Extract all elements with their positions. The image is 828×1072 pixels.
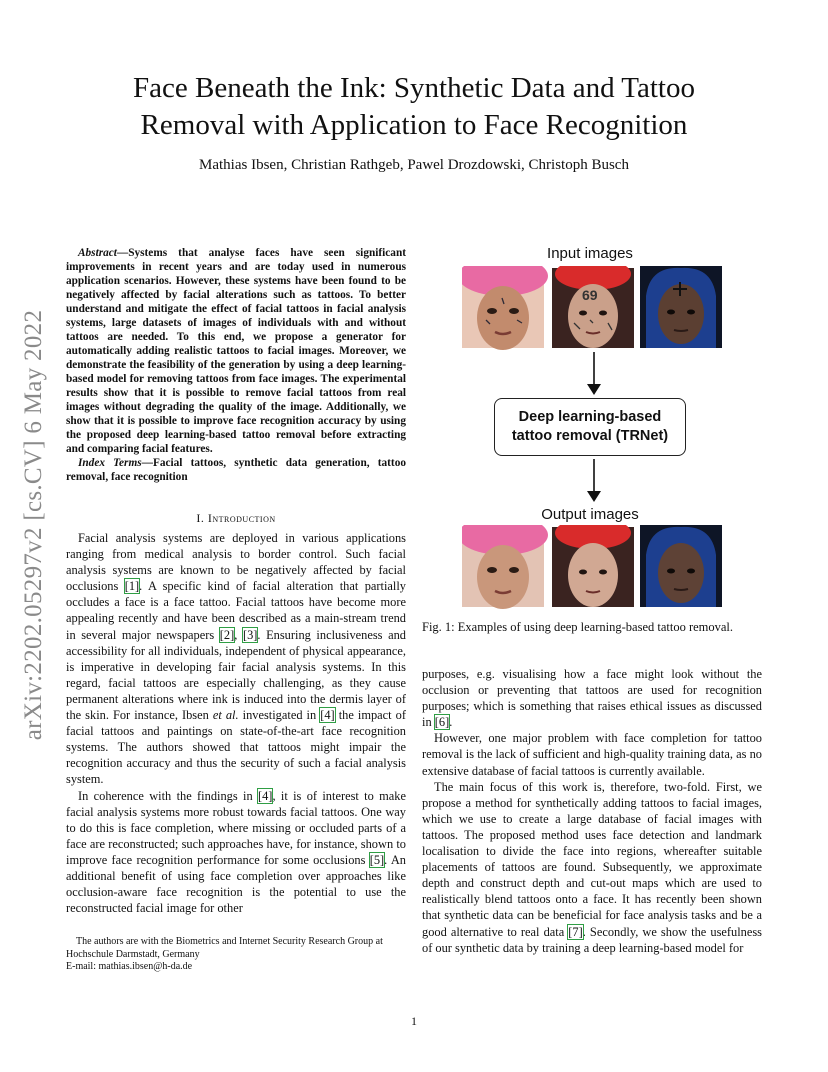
index-terms-text: —Facial tattoos, synthetic data generation, tattoo removal, face recognition — [66, 457, 406, 483]
index-terms-label: Index Terms — [78, 457, 142, 469]
intro-text: , it is of interest to make facial analysis systems more robust towards facial tattoos. One way to do this is face completion, where missing or occluded parts of a face are reconstructed; such approaches have, for instance, shown to improve face recognition performance for some occlusions — [66, 788, 406, 867]
title-line-1: Face Beneath the Ink: Synthetic Data and Tattoo — [133, 72, 695, 104]
intro-text: , — [234, 627, 243, 642]
tattoo-removal-model-box — [494, 398, 686, 456]
input-face-image — [552, 266, 634, 348]
body-text: . — [449, 715, 453, 730]
arxiv-stamp-text: arXiv:2202.05297v2 [cs.CV] 6 May 2022 — [20, 309, 47, 741]
figure-output-label: Output images — [541, 506, 639, 523]
section-number: I. — [196, 511, 208, 525]
citation-link[interactable]: [7] — [568, 924, 583, 939]
intro-text: investigated in — [238, 708, 321, 723]
page-number: 1 — [411, 1014, 417, 1028]
citation-link[interactable]: [4] — [320, 708, 335, 723]
section-title: Introduction — [207, 511, 276, 525]
citation-link[interactable]: [2] — [219, 627, 235, 642]
intro-text: the impact of facial tattoos and paintings on state-of-the-art face recognition systems. The authors showed that tattoos might impair the recognition accuracy and thus the security of such a facial analysis system. — [66, 708, 406, 787]
body-text: purposes, e.g. visualising how a face might look without the occlusion or preventing that tattoos are used for recognition purposes; which is something that raises ethical issues as discussed in — [422, 667, 762, 730]
input-face-image — [462, 266, 548, 350]
input-face-image — [640, 266, 722, 348]
intro-paragraph-1 — [66, 530, 406, 788]
right-paragraph-1 — [422, 666, 762, 730]
model-box-line-2: tattoo removal (TRNet) — [511, 428, 669, 444]
input-images-row — [462, 266, 722, 350]
figure-input-label: Input images — [547, 245, 633, 262]
right-column-body — [422, 666, 762, 956]
citation-link[interactable]: [5] — [369, 852, 385, 867]
citation-link[interactable]: [4] — [257, 788, 273, 803]
arxiv-stamp — [18, 290, 50, 760]
citation-link[interactable]: [1] — [124, 579, 140, 594]
introduction-body — [66, 530, 406, 916]
arrow-down-icon — [584, 352, 604, 396]
intro-text: . An additional benefit of using face completion over approaches like occlusion-aware face recognition is the potential to use the reconstructed facial image for other — [66, 852, 406, 916]
right-paragraph-3 — [422, 779, 762, 956]
intro-paragraph-2 — [66, 788, 406, 917]
author-list: Mathias Ibsen, Christian Rathgeb, Pawel Drozdowski, Christoph Busch — [199, 157, 629, 173]
abstract — [66, 246, 406, 484]
model-box-line-1: Deep learning-based — [518, 409, 662, 425]
svg-text:69: 69 — [582, 287, 598, 303]
intro-text: Facial analysis systems are deployed in various applications ranging from medical analysis to border control. Such facial analysis systems are known to be negatively affected by facial occlusions — [66, 531, 406, 594]
right-paragraph-2: However, one major problem with face completion for tattoo removal is the lack of sufficient and high-quality training data, as no extensive database of facial tattoos is currently available. — [422, 731, 762, 778]
intro-text: . A specific kind of facial alteration that partially occludes a face is a face tattoo. Facial tattoos have become more appealing recently and have been described as a main-stream trend in several major newspapers — [66, 579, 406, 642]
section-heading — [66, 511, 406, 526]
output-images-row — [462, 525, 722, 609]
output-face-image — [462, 525, 548, 609]
body-text: The main focus of this work is, therefore, two-fold. First, we propose a method for synthetically adding tattoos to facial images, which we use to create a large database of facial images with tattoos. The proposed method uses face detection and landmark localisation to divide the face into regions, whereafter suitable placements of tattoos are found. Subsequently, we approximate depth and construct depth and cut-out maps which are used to realistically blend tattoos onto a face. It has recently been shown that synthetic data can be beneficial for face analysis tasks and be a good alternative to real data — [422, 779, 762, 939]
arrow-down-icon — [584, 459, 604, 503]
intro-text: In coherence with the findings in — [78, 788, 258, 803]
author-footnote — [66, 936, 406, 974]
output-face-image — [552, 525, 634, 607]
abstract-label: Abstract — [78, 247, 117, 259]
abstract-text: —Systems that analyse faces have seen significant improvements in recent years and are today used in numerous application scenarios. However, these systems have been found to be negatively affected by facial alterations such as tattoos. To better understand and mitigate the effect of facial tattoos in facial analysis systems, large datasets of images of individuals with and without tattoos are needed. To this end, we propose a generator for automatically adding realistic tattoos to facial images. Moreover, we demonstrate the feasibility of the generation by using a deep learning-based model for removing tattoos from face images. The experimental results show that it is possible to remove facial tattoos from real images without degrading the quality of the image. Additionally, we show that it is possible to improve face recognition accuracy by using the proposed deep learning-based tattoo removal before extracting and comparing facial features. — [66, 247, 406, 455]
citation-link[interactable]: [6] — [434, 715, 450, 730]
figure-caption: Fig. 1: Examples of using deep learning-based tattoo removal. — [422, 620, 734, 634]
output-face-image — [640, 525, 722, 607]
intro-text-italic: et al. — [212, 708, 239, 723]
citation-link[interactable]: [3] — [242, 627, 258, 642]
footnote-email: E-mail: mathias.ibsen@h-da.de — [66, 961, 193, 972]
footnote-affiliation: The authors are with the Biometrics and Internet Security Research Group at Hochschule Darmstadt, Germany — [66, 936, 383, 960]
title-line-2: Removal with Application to Face Recognition — [140, 109, 688, 141]
intro-text: . Ensuring inclusiveness and accessibility for all individuals, independent of physical appearance, is imperative in developing fair facial analysis systems. In this regard, facial tattoos are especially challenging, as they cause permanent alterations where ink is induced into the dermis layer of the skin. For instance, Ibsen — [66, 627, 406, 723]
paper-title — [60, 70, 768, 144]
body-text: . Secondly, we show the usefulness of our synthetic data by training a deep learning-based model for — [422, 924, 762, 955]
